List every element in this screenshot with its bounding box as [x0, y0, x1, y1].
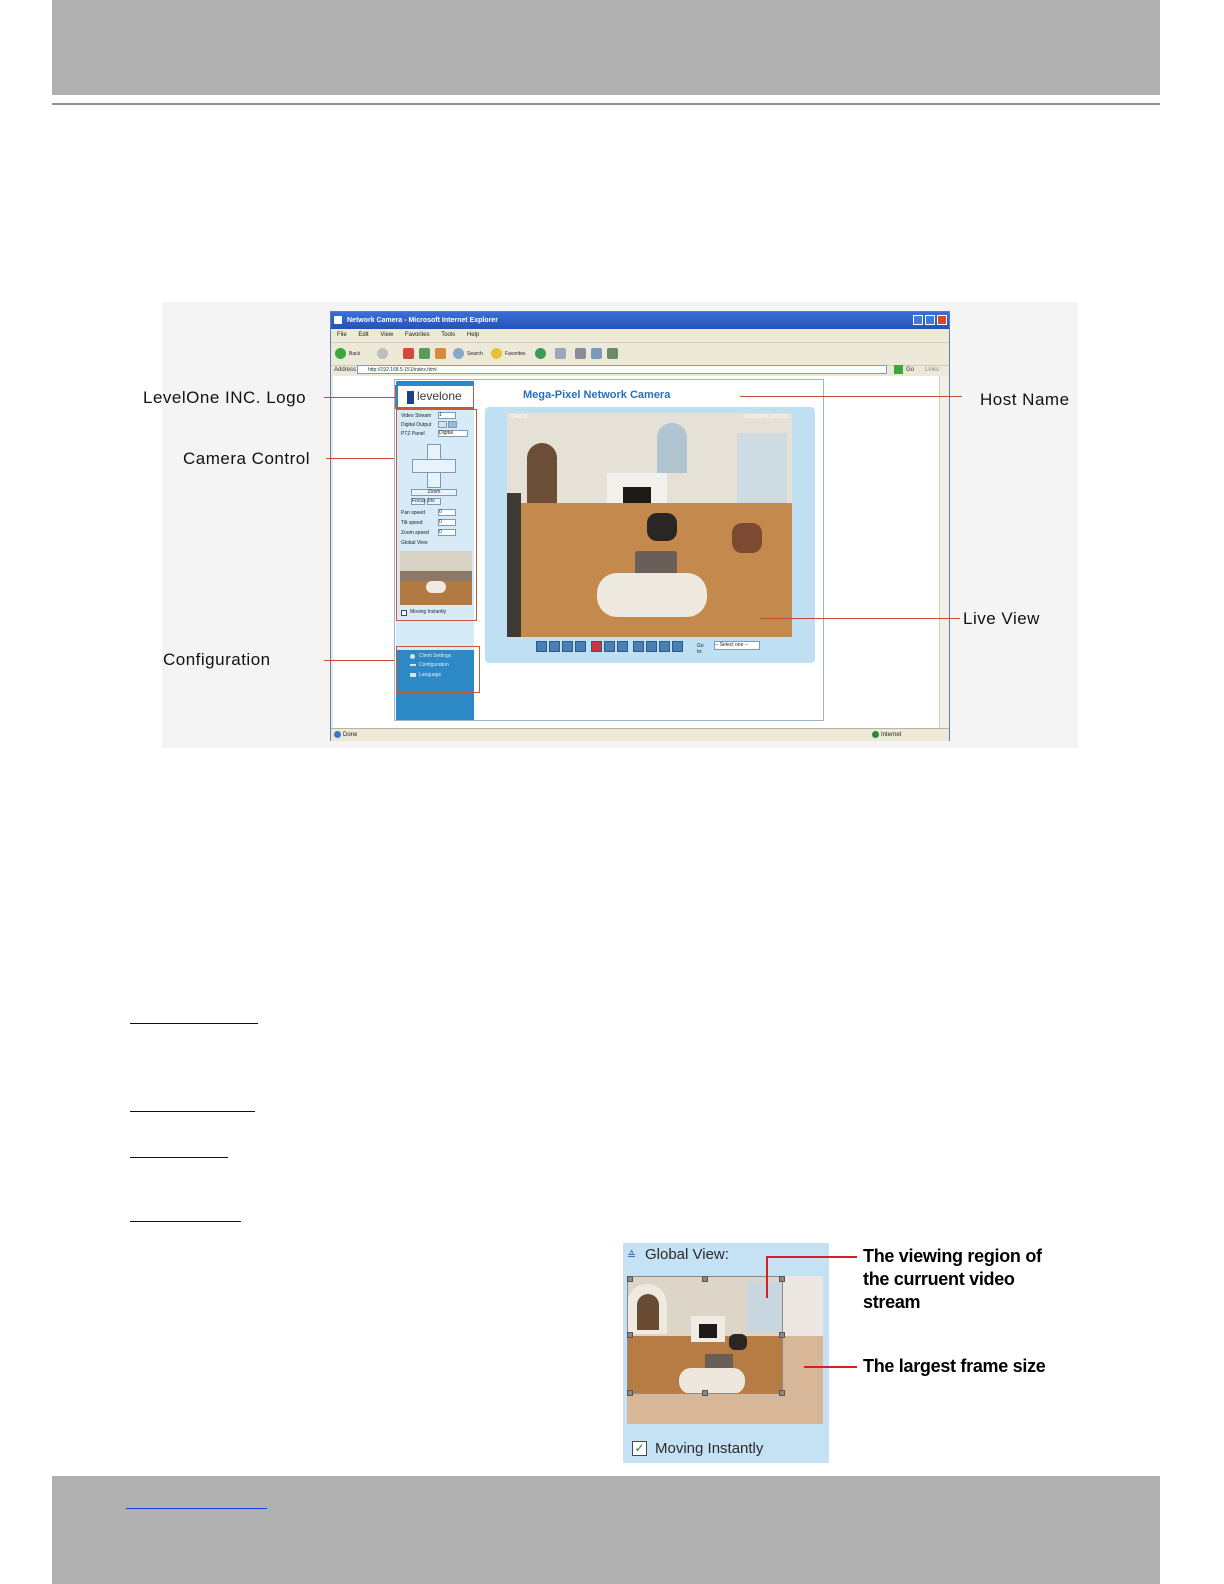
moving-instantly-label-large: Moving Instantly: [655, 1440, 764, 1457]
camera-control-highlight: [396, 409, 477, 621]
browser-scrollbar[interactable]: [939, 376, 949, 728]
gv-outside-region-bottom: [627, 1394, 783, 1424]
zoom-control[interactable]: Zoom: [411, 489, 457, 496]
collapse-chevron-icon[interactable]: ≙: [627, 1250, 637, 1262]
moving-instantly-label: Moving Instantly: [410, 609, 447, 615]
video-stream-label: Video Stream: [401, 413, 432, 419]
video-sofa: [597, 573, 707, 617]
video-window: [657, 423, 687, 473]
links-label[interactable]: Links: [925, 367, 940, 373]
history-icon[interactable]: [535, 348, 546, 359]
status-done: Done: [343, 732, 358, 738]
menu-favorites[interactable]: Favorites: [404, 332, 430, 338]
camera-control-connector: [326, 458, 394, 459]
global-view-panel: [623, 1243, 829, 1463]
video-black-chair: [647, 513, 677, 541]
favorites-icon[interactable]: [491, 348, 502, 359]
gv-outside-region-right: [783, 1276, 823, 1424]
header-band: [52, 0, 1160, 95]
video-brown-chair: [732, 523, 762, 553]
browser-window: [330, 311, 950, 741]
callout-viewing-region-line-3: stream: [863, 1292, 921, 1312]
snapshot-icon[interactable]: [536, 641, 547, 652]
messenger-icon[interactable]: [607, 348, 618, 359]
stop-icon[interactable]: [403, 348, 414, 359]
region-handle[interactable]: [779, 1390, 785, 1396]
video-stream-select[interactable]: 1: [438, 412, 456, 419]
live-view-connector: [760, 618, 960, 619]
gv-viewing-region[interactable]: [627, 1276, 783, 1394]
region-handle[interactable]: [627, 1276, 633, 1282]
pan-speed-select[interactable]: 0: [438, 509, 456, 516]
tilt-speed-label: Tilt speed: [401, 520, 423, 526]
menu-view[interactable]: View: [380, 332, 394, 338]
mic-volume-icon[interactable]: [646, 641, 657, 652]
callout-viewing-region: [863, 1245, 1042, 1314]
host-name-connector: [740, 396, 962, 397]
menu-help[interactable]: Help: [466, 332, 480, 338]
footer-link[interactable]: [126, 1496, 267, 1509]
header-rule: [52, 103, 1160, 105]
ie-icon: [334, 316, 342, 324]
config-configuration[interactable]: Configuration: [419, 662, 449, 668]
record-icon[interactable]: [591, 641, 602, 652]
edit-icon[interactable]: [591, 348, 602, 359]
forward-icon[interactable]: [377, 348, 388, 359]
browser-menu-bar: [331, 329, 949, 341]
zoom-speed-select[interactable]: 0: [438, 529, 456, 536]
browser-status-bar: [331, 728, 949, 741]
ptz-panel-select[interactable]: Digital: [438, 430, 468, 437]
region-handle[interactable]: [702, 1390, 708, 1396]
go-icon[interactable]: [894, 365, 903, 374]
callout-viewing-region-line-2: the curruent video: [863, 1269, 1015, 1289]
focus-control[interactable]: Focus: [412, 498, 426, 504]
ptz-panel-label: PTZ Panel: [401, 431, 425, 437]
region-handle[interactable]: [779, 1276, 785, 1282]
live-video[interactable]: [507, 413, 792, 637]
host-name: Mega-Pixel Network Camera: [523, 389, 671, 401]
video-railing: [507, 493, 521, 637]
back-label: Back: [349, 351, 361, 357]
moving-instantly-checkbox-large[interactable]: ✓: [632, 1441, 647, 1456]
callout-logo: LevelOne INC. Logo: [143, 388, 307, 407]
favorites-label: Favorites: [505, 351, 526, 357]
frame-callout-line: [804, 1366, 857, 1368]
global-view-toggle[interactable]: Global View: [401, 540, 428, 546]
callout-camera-control: Camera Control: [183, 449, 310, 468]
region-callout-drop: [766, 1256, 768, 1298]
global-view-title: Global View:: [645, 1246, 729, 1263]
logo-highlight: [395, 385, 474, 409]
back-icon[interactable]: [335, 348, 346, 359]
zoom-speed-label: Zoom speed: [401, 530, 429, 536]
video-caption-right: 2008/09/09 10:00:00: [743, 414, 789, 420]
stop-video-icon[interactable]: [575, 641, 586, 652]
volume-icon[interactable]: [604, 641, 615, 652]
browser-toolbar: [331, 342, 949, 366]
levelone-logo-text: levelone: [417, 389, 462, 403]
logo-connector: [324, 397, 396, 398]
goto-label: Go to:: [697, 643, 704, 655]
region-handle[interactable]: [627, 1332, 633, 1338]
callout-host-name: Host Name: [980, 390, 1070, 409]
region-callout-line: [767, 1256, 857, 1258]
search-icon[interactable]: [453, 348, 464, 359]
pan-speed-label: Pan speed: [401, 510, 425, 516]
goto-select[interactable]: -- Select one --: [714, 641, 760, 650]
region-handle[interactable]: [779, 1332, 785, 1338]
search-label: Search: [467, 351, 483, 357]
digital-output-label: Digital Output: [401, 422, 432, 428]
region-handle[interactable]: [627, 1390, 633, 1396]
mute-icon[interactable]: [617, 641, 628, 652]
video-caption-left: CAM 01: [510, 414, 529, 420]
heading-underline-2: [130, 1111, 255, 1112]
address-label: Address: [334, 367, 357, 373]
browser-title: Network Camera - Microsoft Internet Explorer: [347, 317, 498, 324]
browser-title-bar: [331, 312, 949, 329]
footer-band: [52, 1476, 1160, 1584]
status-ie-icon: [334, 731, 341, 738]
menu-edit[interactable]: Edit: [358, 332, 369, 338]
menu-file[interactable]: File: [337, 332, 347, 338]
region-handle[interactable]: [702, 1276, 708, 1282]
address-bar: [331, 364, 949, 376]
go-label[interactable]: Go: [906, 367, 915, 373]
mail-icon[interactable]: [555, 348, 566, 359]
config-client-settings[interactable]: Client Settings: [419, 653, 452, 659]
callout-largest-frame: The largest frame size: [863, 1356, 1046, 1376]
tilt-speed-select[interactable]: 0: [438, 519, 456, 526]
digital-zoom-icon[interactable]: [549, 641, 560, 652]
menu-tools[interactable]: Tools: [441, 332, 456, 338]
callout-configuration: Configuration: [163, 650, 271, 669]
pause-icon[interactable]: [562, 641, 573, 652]
iris-control[interactable]: Iris: [427, 498, 441, 505]
internet-zone-icon: [872, 731, 879, 738]
video-doors: [737, 433, 787, 503]
global-view-image[interactable]: [627, 1276, 823, 1424]
refresh-icon[interactable]: [419, 348, 430, 359]
callout-viewing-region-line-1: The viewing region of: [863, 1246, 1042, 1266]
callout-live-view: Live View: [963, 609, 1040, 628]
close-button[interactable]: [937, 315, 947, 325]
config-language[interactable]: Language: [419, 672, 442, 678]
fullscreen-icon[interactable]: [672, 641, 683, 652]
home-icon[interactable]: [435, 348, 446, 359]
talk-icon[interactable]: [633, 641, 644, 652]
configuration-connector: [324, 660, 394, 661]
heading-underline-4: [130, 1221, 241, 1222]
maximize-button[interactable]: [925, 315, 935, 325]
heading-underline-1: [130, 1023, 258, 1024]
configuration-highlight: [396, 646, 480, 693]
print-icon[interactable]: [575, 348, 586, 359]
minimize-button[interactable]: [913, 315, 923, 325]
address-input[interactable]: http://192.168.5.151/index.html: [357, 365, 887, 374]
mic-mute-icon[interactable]: [659, 641, 670, 652]
heading-underline-3: [130, 1157, 228, 1158]
status-internet: Internet: [881, 732, 902, 738]
